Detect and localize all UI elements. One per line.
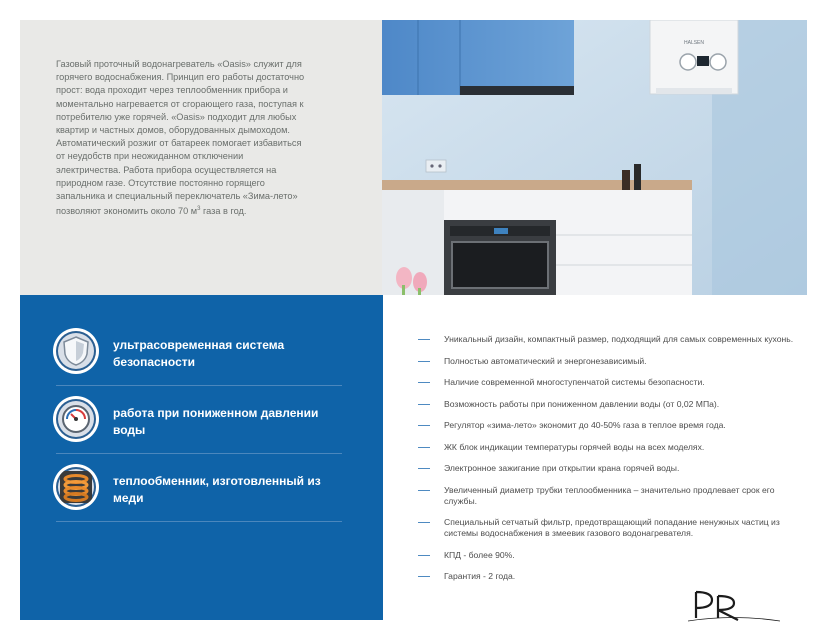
list-item: ЖК блок индикации температуры горячей воды на всех моделях.: [418, 442, 798, 453]
feature-copper: [56, 467, 342, 523]
list-item: Электронное зажигание при открытии крана горячей воды.: [418, 463, 798, 474]
intro-panel: [20, 20, 382, 295]
feature-label: теплообменник, изготовленный из меди: [113, 474, 321, 505]
monogram-logo: [688, 588, 780, 622]
list-item: Уникальный дизайн, компактный размер, подходящий для самых современных кухонь.: [418, 334, 798, 345]
list-item: Возможность работы при пониженном давлении воды (от 0,02 МПа).: [418, 399, 798, 410]
feature-label: ультрасовременная система безопасности: [113, 338, 285, 369]
feature-divider: [56, 521, 342, 522]
list-item: Гарантия - 2 года.: [418, 571, 798, 582]
feature-divider: [56, 385, 342, 386]
feature-label: работа при пониженном давлении воды: [113, 406, 319, 437]
heater-brand: HALSEN: [684, 40, 705, 46]
pressure-gauge-icon: [56, 399, 96, 439]
kitchen-illustration: [382, 20, 807, 295]
kitchen-photo: [382, 20, 807, 295]
feature-low-pressure: [56, 399, 342, 455]
list-item: Полностью автоматический и энергонезависимый.: [418, 356, 798, 367]
copper-coil-icon: [56, 467, 96, 507]
feature-safety: [56, 331, 342, 387]
features-panel: [20, 295, 383, 620]
list-item: Специальный сетчатый фильтр, предотвращающий попадание ненужных частиц из системы водоснабжения в змеевик газового водонагревателя.: [418, 517, 798, 539]
shield-icon: [56, 331, 96, 371]
spec-list: [418, 334, 798, 593]
intro-text: Газовый проточный водонагреватель «Oasis» служит для горячего водоснабжения. Принцип его работы достаточно прост: вода проходит через теплообменник прибора и моментально нагревается от сгорающего газа, поступая к потребителю уже горячей. «Oasis» подходит для любых квартир и частных домов, оборудованных дымоходом. Автоматический розжиг от батареек помогает избавиться от неудобств при неожиданном отключении электричества. Работа прибора осуществляется на природном газе. Отсутствие постоянно горящего запальника и специальный переключатель «Зима-лето» позволяют экономить около 70 $м^3$ газа в год.: [56, 59, 305, 217]
list-item: Наличие современной многоступенчатой системы безопасности.: [418, 377, 798, 388]
feature-divider: [56, 453, 342, 454]
list-item: Регулятор «зима-лето» экономит до 40-50% газа в теплое время года.: [418, 420, 798, 431]
list-item: КПД - более 90%.: [418, 550, 798, 561]
list-item: Увеличенный диаметр трубки теплообменника – значительно продлевает срок его службы.: [418, 485, 798, 507]
